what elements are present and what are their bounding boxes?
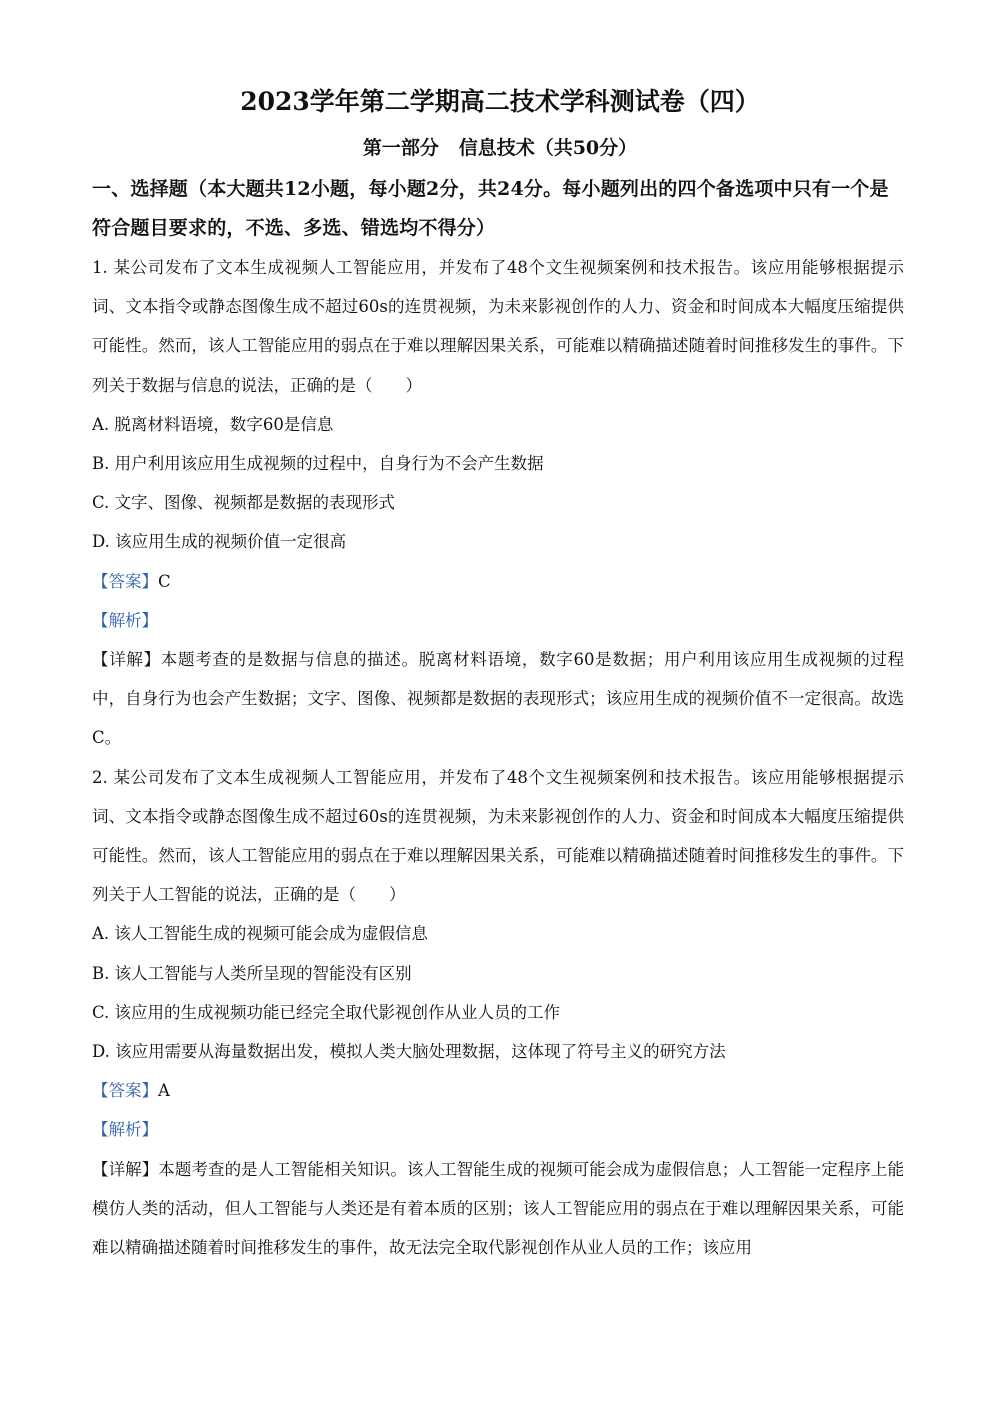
answer-value: A (158, 1081, 170, 1101)
answer-tag: 【答案】 (92, 571, 158, 591)
analysis-tag: 【解析】 (92, 610, 158, 630)
analysis-line (92, 1110, 904, 1149)
exam-content (92, 170, 904, 1267)
option-c: C. 文字、图像、视频都是数据的表现形式 (92, 493, 396, 513)
option-a: A. 该人工智能生成的视频可能会成为虚假信息 (92, 924, 428, 944)
analysis-tag: 【解析】 (92, 1120, 158, 1140)
exam-title: 2023学年第二学期高二技术学科测试卷（四） (240, 87, 760, 116)
detail-tag: 【详解】 (92, 1159, 159, 1179)
question-2 (92, 758, 904, 1268)
section-heading: 一、选择题（本大题共12小题，每小题2分，共24分。每小题列出的四个备选项中只有一个是符合题目要求的，不选、多选、错选均不得分） (92, 178, 889, 239)
option-d: D. 该应用需要从海量数据出发，模拟人类大脑处理数据，这体现了符号主义的研究方法 (92, 1042, 726, 1062)
answer-tag: 【答案】 (92, 1081, 158, 1101)
detail-tag: 【详解】 (92, 650, 161, 670)
option-b: B. 用户利用该应用生成视频的过程中，自身行为不会产生数据 (92, 454, 544, 474)
detail-text: 本题考查的是人工智能相关知识。该人工智能生成的视频可能会成为虚假信息；人工智能一定程序上能模仿人类的活动，但人工智能与人类还是有着本质的区别；该人工智能应用的弱点在于难以理解因果关系，可能难以精确描述随着时间推移发生的事件，故无法完全取代影视创作从业人员的工作；该应用 (92, 1159, 905, 1258)
detail-text: 本题考查的是数据与信息的描述。脱离材料语境，数字60是数据；用户利用该应用生成视频的过程中，自身行为也会产生数据；文字、图像、视频都是数据的表现形式；该应用生成的视频价值不一定很高。故选C。 (92, 650, 905, 748)
option-c: C. 该应用的生成视频功能已经完全取代影视创作从业人员的工作 (92, 1002, 561, 1022)
part-heading: 第一部分 信息技术（共50分） (362, 137, 638, 159)
option-d: D. 该应用生成的视频价值一定很高 (92, 532, 347, 552)
question-stem: 1. 某公司发布了文本生成视频人工智能应用，并发布了48个文生视频案例和技术报告。该应用能够根据提示词、文本指令或静态图像生成不超过60s的连贯视频，为未来影视创作的人力、资金和时间成本大幅度压缩提供可能性。然而，该人工智能应用的弱点在于难以理解因果关系，可能难以精确描述随着时间推移发生的事件。下列关于数据与信息的说法，正确的是（ ） (92, 258, 904, 395)
analysis-line (92, 601, 904, 640)
detail-paragraph (92, 1150, 904, 1268)
question-1 (92, 248, 904, 758)
answer-value: C (158, 571, 171, 591)
option-b: B. 该人工智能与人类所呈现的智能没有区别 (92, 963, 412, 983)
question-stem: 2. 某公司发布了文本生成视频人工智能应用，并发布了48个文生视频案例和技术报告。该应用能够根据提示词、文本指令或静态图像生成不超过60s的连贯视频，为未来影视创作的人力、资金和时间成本大幅度压缩提供可能性。然而，该人工智能应用的弱点在于难以理解因果关系，可能难以精确描述随着时间推移发生的事件。下列关于人工智能的说法，正确的是（ ） (92, 767, 904, 905)
answer-line (92, 562, 904, 601)
detail-paragraph (92, 640, 904, 758)
option-a: A. 脱离材料语境，数字60是信息 (92, 414, 334, 434)
answer-line (92, 1071, 904, 1110)
